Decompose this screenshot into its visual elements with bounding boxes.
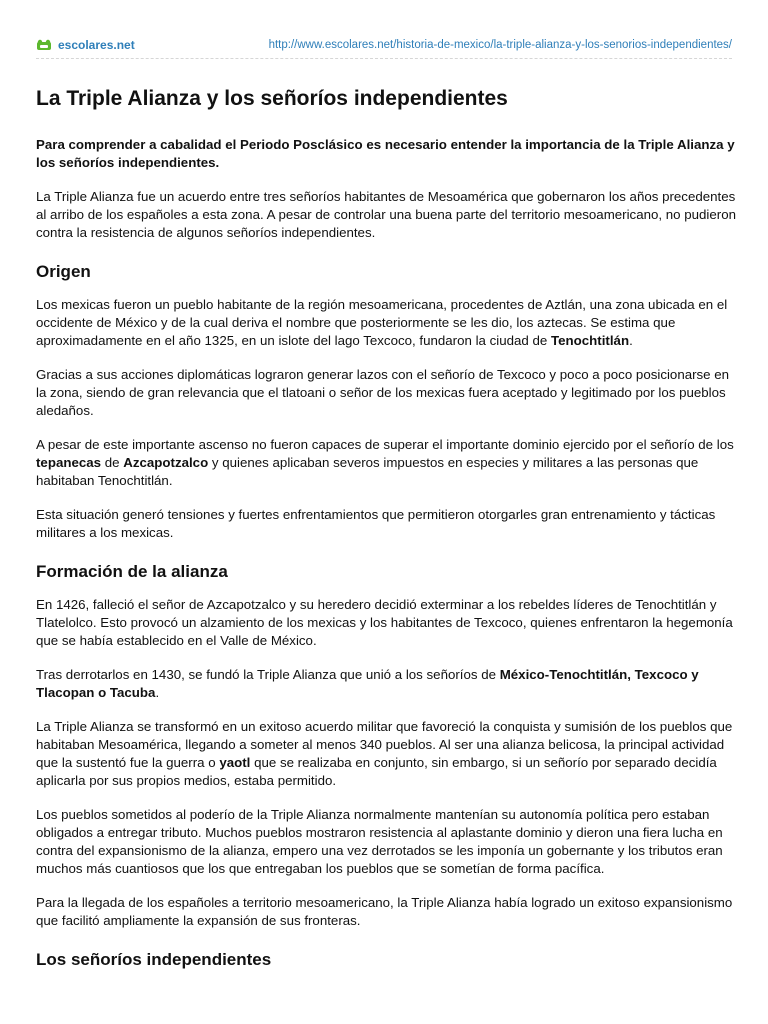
text-run: . <box>629 333 633 348</box>
site-brand[interactable] <box>36 38 135 52</box>
bold-term: Tenochtitlán <box>551 333 630 348</box>
article-intro: La Triple Alianza fue un acuerdo entre tres señoríos habitantes de Mesoamérica que gobernaron los años precedentes al arribo de los españoles a esta zona. A pesar de controlar una buena parte del territorio mesoamericano, no pudieron contra la resistencia de algunos señoríos independientes. <box>36 189 737 240</box>
text-run: Tras derrotarlos en 1430, se fundó la Triple Alianza que unió a los señoríos de <box>36 667 500 682</box>
bold-term: México-Tenochtitlán, Texcoco y Tlacopan o Tacuba <box>36 667 699 700</box>
bold-term: Azcapotzalco <box>123 455 209 470</box>
paragraph: Los pueblos sometidos al poderío de la Triple Alianza normalmente mantenían su autonomía política pero estaban obligados a entregar tributo. Muchos pueblos mostraron resistencia al aplastante dominio y dieron una fiera lucha en contra del expansionismo de la alianza, empero una vez derrotados se les imponía un gobernante y los tributos eran muchos más cuantiosos que los que entregaban los pueblos que se sometían de forma pacífica. <box>36 807 723 876</box>
section-heading-formacion: Formación de la alianza <box>36 562 228 581</box>
page-header <box>36 36 732 54</box>
page-url-link[interactable]: http://www.escolares.net/historia-de-mexico/la-triple-alianza-y-los-senorios-independientes/ <box>268 39 732 51</box>
text-run: A pesar de este importante ascenso no fueron capaces de superar el importante dominio ejercido por el señorío de los <box>36 437 734 452</box>
bold-term: tepanecas <box>36 455 102 470</box>
paragraph: En 1426, falleció el señor de Azcapotzalco y su heredero decidió exterminar a los rebeldes líderes de Tenochtitlán y Tlatelolco. Esto provocó un alzamiento de los mexicas y los habitantes de Texcoco, quienes enfrentaron la hegemonía que se había establecido en el Valle de México. <box>36 597 733 648</box>
text-run: y quienes aplicaban severos impuestos en especies y militares a las personas que habitaban Tenochtitlán. <box>36 455 699 488</box>
site-logo-icon <box>36 39 52 51</box>
paragraph: Esta situación generó tensiones y fuertes enfrentamientos que permitieron otorgarles gran entrenamiento y tácticas militares a los mexicas. <box>36 507 716 540</box>
paragraph <box>36 666 736 702</box>
text-run: . <box>155 685 160 700</box>
paragraph: Gracias a sus acciones diplomáticas lograron generar lazos con el señorío de Texcoco y poco a poco posicionarse en la zona, siendo de gran relevancia que el tlatoani o señor de los mexicas fuera aceptado y legitimado por los pueblos aledaños. <box>36 367 730 418</box>
site-name[interactable]: escolares.net <box>58 38 135 52</box>
text-run: que se realizaba en conjunto, sin embargo, si un señorío por separado decidía aplicarla por sus propios medios, estaba permitido. <box>36 755 717 788</box>
text-run: de <box>101 455 124 470</box>
article-body <box>36 84 736 972</box>
paragraph <box>36 436 736 490</box>
section-heading-origen: Origen <box>36 262 91 281</box>
section-heading-senorios: Los señoríos independientes <box>36 950 272 969</box>
paragraph <box>36 296 736 350</box>
bold-term: yaotl <box>219 755 251 770</box>
text-run: Los mexicas fueron un pueblo habitante de la región mesoamericana, procedentes de Aztlán, una zona ubicada en el occidente de México y de la cual deriva el nombre que posteriormente se les dio, los aztecas. Se estima que aproximadamente en el año 1325, en un islote del lago Texcoco, fundaron la ciudad de <box>36 297 728 348</box>
text-run: La Triple Alianza se transformó en un exitoso acuerdo militar que favoreció la conquista y sumisión de los pueblos que habitaban Mesoamérica, llegando a someter al menos 340 pueblos. Al ser una alianza belicosa, la principal actividad que la sustentó fue la guerra o <box>36 719 733 770</box>
header-divider <box>36 58 732 59</box>
article-lead: Para comprender a cabalidad el Periodo Posclásico es necesario entender la importancia de la Triple Alianza y los señoríos independientes. <box>36 137 735 170</box>
article-title: La Triple Alianza y los señoríos independientes <box>36 87 508 110</box>
paragraph <box>36 718 736 790</box>
paragraph: Para la llegada de los españoles a territorio mesoamericano, la Triple Alianza había logrado un exitoso expansionismo que facilitó ampliamente la expansión de sus fronteras. <box>36 895 733 928</box>
